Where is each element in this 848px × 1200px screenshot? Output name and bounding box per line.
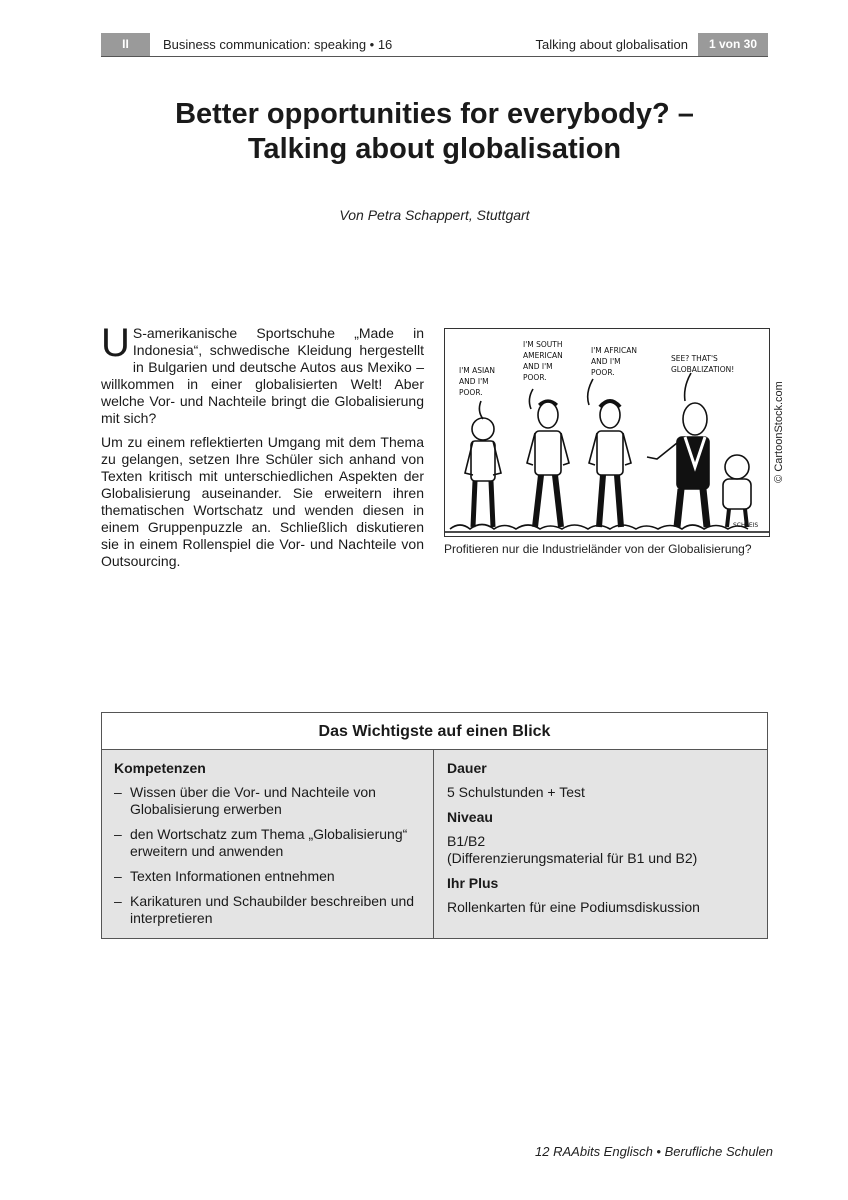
- svg-text:I'M SOUTHAMERICANAND I'MPOOR.: I'M SOUTH AMERICAN AND I'M POOR.: [523, 340, 563, 382]
- intro-paragraph-1: U S-amerikanische Sportschuhe „Made in Indonesia“, schwedische Kleidung hergestellt in Bulgarien und deutsche Autos aus Mexiko – willkommen in einer globalisierten Welt! Aber welche Vor- und Nachteile bringt die Globalisierung mit sich?: [101, 321, 424, 426]
- summary-box-body: [102, 750, 767, 938]
- intro-paragraph-2: Um zu einem reflektierten Umgang mit dem Thema zu gelangen, setzen Ihre Schüler sich anhand von Texten kritisch mit unterschiedlichen Aspekten der Globalisierung auseinander. Sie erweitern ihren thematischen Wortschatz und wenden diesen in einem Gruppenpuzzle an. Schließlich diskutieren sie in einem Rollenspiel die Vor- und Nachteile von Outsourcing.: [101, 434, 424, 569]
- details-column: [435, 750, 767, 938]
- svg-text:I'M ASIANAND I'MPOOR.: I'M ASIAN AND I'M POOR.: [459, 366, 495, 397]
- svg-text:SEE? THAT'SGLOBALIZATION!: SEE? THAT'S GLOBALIZATION!: [671, 354, 735, 374]
- svg-text:I'M AFRICANAND I'MPOOR.: I'M AFRICAN AND I'M POOR.: [591, 346, 637, 377]
- cartoon-signature: SCHLEIS: [733, 522, 759, 529]
- page-footer: 12 RAAbits Englisch • Berufliche Schulen: [535, 1144, 773, 1159]
- list-item: – Texten Informationen entnehmen: [114, 868, 421, 885]
- competences-column: [102, 750, 434, 938]
- plus-heading: Ihr Plus: [447, 875, 499, 891]
- title-line-2: Talking about globalisation: [247, 133, 622, 165]
- competences-list: [114, 784, 421, 927]
- cartoon-copyright: © CartoonStock.com: [773, 380, 785, 483]
- page-title: [101, 97, 768, 167]
- level-heading: Niveau: [447, 809, 493, 825]
- summary-box: [101, 712, 768, 939]
- level-value: B1/B2 (Differenzierungsmaterial für B1 und B2): [447, 833, 698, 866]
- cartoon-drawing: [445, 329, 769, 536]
- page-indicator: 1 von 30: [698, 33, 768, 56]
- level-badge: II: [101, 33, 150, 56]
- cartoon-caption: Profitieren nur die Industrieländer von der Globalisierung?: [444, 542, 752, 556]
- page-header: [101, 33, 768, 57]
- list-item: – Wissen über die Vor- und Nachteile von Globalisierung erwerben: [114, 784, 421, 818]
- list-item: – den Wortschatz zum Thema „Globalisierung“ erweitern und anwenden: [114, 826, 421, 860]
- duration-heading: Dauer: [447, 760, 487, 776]
- competences-heading: Kompetenzen: [114, 760, 206, 776]
- summary-box-title: Das Wichtigste auf einen Blick: [102, 713, 767, 750]
- list-item: – Karikaturen und Schaubilder beschreiben und interpretieren: [114, 893, 421, 927]
- intro-text: [101, 321, 424, 577]
- author-line: Von Petra Schappert, Stuttgart: [339, 207, 530, 223]
- title-line-1: Better opportunities for everybody? –: [175, 98, 694, 130]
- topic-label: Talking about globalisation: [535, 37, 688, 52]
- duration-value: 5 Schulstunden + Test: [447, 784, 585, 800]
- plus-value: Rollenkarten für eine Podiumsdiskussion: [447, 899, 700, 915]
- cartoon-illustration: [444, 328, 770, 537]
- drop-cap: U: [101, 321, 130, 365]
- speech-bubbles: [459, 340, 758, 529]
- series-label: Business communication: speaking • 16: [163, 37, 393, 52]
